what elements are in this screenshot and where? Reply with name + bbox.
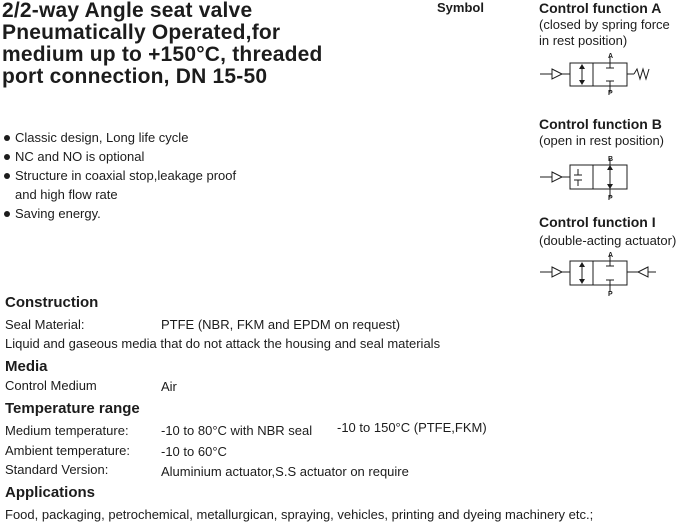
control-function-a-title: Control function A xyxy=(539,0,662,16)
desc-line: (closed by spring force xyxy=(539,17,670,32)
desc-line: (double-acting actuator) xyxy=(539,233,677,248)
feature-text: Classic design, Long life cycle xyxy=(15,130,189,145)
valve-symbol-i-icon xyxy=(538,252,658,298)
title-line: medium up to +150°C, threaded xyxy=(2,43,323,66)
port-label: A xyxy=(608,53,614,60)
control-function-b-desc xyxy=(539,133,664,149)
seal-material-value: PTFE (NBR, FKM and EPDM on request) xyxy=(161,317,401,332)
standard-version-label: Standard Version: xyxy=(5,462,109,477)
control-medium-label: Control Medium xyxy=(5,378,97,393)
standard-version-value: Aluminium actuator,S.S actuator on require xyxy=(161,464,409,479)
control-function-i-title: Control function I xyxy=(539,214,656,230)
feature-text: Saving energy. xyxy=(15,206,101,221)
medium-temperature-label: Medium temperature: xyxy=(5,423,129,438)
applications-text: Food, packaging, petrochemical, metallurgican, spraying, vehicles, printing and dyeing machinery etc.; xyxy=(5,507,594,522)
seal-material-label: Seal Material: xyxy=(5,317,85,332)
port-label: B xyxy=(608,156,614,163)
list-item-continuation xyxy=(2,185,236,204)
ambient-temperature-value: -10 to 60°C xyxy=(161,444,227,459)
desc-line: (open in rest position) xyxy=(539,133,665,148)
port-label: P xyxy=(608,195,613,202)
feature-text: and high flow rate xyxy=(15,187,118,202)
valve-symbol-b-icon xyxy=(538,155,658,201)
page-title xyxy=(2,0,382,88)
list-item xyxy=(2,147,236,166)
ambient-temperature-label: Ambient temperature: xyxy=(5,443,131,458)
feature-text: Structure in coaxial stop,leakage proof xyxy=(15,168,237,183)
construction-note: Liquid and gaseous media that do not attack the housing and seal materials xyxy=(5,336,441,351)
feature-text: NC and NO is optional xyxy=(15,149,145,164)
control-function-b-title: Control function B xyxy=(539,116,662,132)
valve-symbol-a-icon xyxy=(538,54,658,96)
applications-heading: Applications xyxy=(5,484,96,501)
list-item xyxy=(2,166,236,185)
desc-line: in rest position) xyxy=(539,33,628,48)
list-item xyxy=(2,204,236,223)
construction-heading: Construction xyxy=(5,294,99,311)
port-label: P xyxy=(608,90,613,97)
bullet-icon xyxy=(4,173,10,179)
title-line: Pneumatically Operated,for xyxy=(2,21,281,44)
feature-list xyxy=(2,128,236,223)
symbol-heading: Symbol xyxy=(437,0,484,15)
temperature-heading: Temperature range xyxy=(5,400,140,417)
port-label: A xyxy=(608,252,614,259)
control-medium-value: Air xyxy=(161,379,177,394)
title-line: port connection, DN 15-50 xyxy=(2,65,268,88)
port-label: P xyxy=(608,291,613,298)
bullet-icon xyxy=(4,154,10,160)
control-function-a-desc xyxy=(539,17,670,49)
medium-temperature-value: -10 to 80°C with NBR seal xyxy=(161,423,313,438)
bullet-icon xyxy=(4,135,10,141)
medium-temperature-value-alt: -10 to 150°C (PTFE,FKM) xyxy=(337,420,487,435)
list-item xyxy=(2,128,236,147)
title-line: 2/2-way Angle seat valve xyxy=(2,0,253,22)
bullet-icon xyxy=(4,211,10,217)
media-heading: Media xyxy=(5,358,48,375)
control-function-i-desc xyxy=(539,233,676,249)
